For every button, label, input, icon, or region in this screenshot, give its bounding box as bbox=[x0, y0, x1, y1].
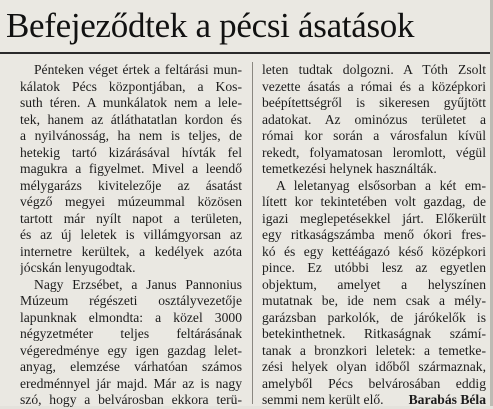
article-line: és az új leletek is villámgyorsan az bbox=[20, 227, 242, 242]
article-line: Pénteken véget értek a feltárási mun- bbox=[34, 62, 242, 77]
article-line: kó és egy kettéágazó késő középkori bbox=[262, 243, 486, 259]
article-line: temetkezési helynek használták. bbox=[262, 161, 437, 176]
article-headline: Befejeződtek a pécsi ásatások bbox=[6, 6, 415, 45]
article-line: igazi meglepetésekkel járt. Előkerült bbox=[262, 210, 486, 226]
article-line: pince. Ez utóbbi lesz az egyetlen bbox=[262, 260, 486, 275]
article-line: hetekig tartó kizárásával hívták fel bbox=[20, 144, 242, 160]
article-line: végeredménye egy igen gazdag lelet- bbox=[20, 342, 242, 358]
article-line: vezette ásatás a római és a középkori bbox=[262, 78, 486, 94]
article-line: kálatok Pécs központjában, a Kos- bbox=[20, 78, 242, 94]
headline-rule bbox=[0, 52, 490, 54]
article-closing-line bbox=[262, 392, 486, 409]
article-line: tanak a bronzkori leletek: a temetke- bbox=[262, 342, 486, 358]
article-column-left bbox=[20, 62, 242, 409]
article-line: objektum, amelyet a helyszínen bbox=[262, 276, 486, 292]
article-line: lapunknak elmondta: a közel 3000 bbox=[20, 309, 242, 325]
article-line: római kor során a városfalun kívül bbox=[262, 128, 486, 143]
article-line: leten tudtak dolgozni. A Tóth Zsolt bbox=[262, 62, 486, 77]
article-line: végző megyei múzeummal közösen bbox=[20, 194, 242, 209]
article-line: tartott már nyílt napot a területen, bbox=[20, 210, 242, 226]
article-line: suth téren. A munkálatok nem a lele- bbox=[20, 95, 242, 110]
article-final-sentence: semmi nem került elő. bbox=[262, 392, 384, 407]
article-line: magukra a figyelmet. Mivel a leendő bbox=[20, 161, 242, 176]
article-line: A leletanyag elsősorban a két em- bbox=[276, 177, 486, 193]
article-line: egy ritkaságszámba menő ókori fres- bbox=[262, 227, 486, 242]
article-line: betekinthetnek. Ritkaságnak számí- bbox=[262, 326, 486, 341]
article-line: anyag, elemzése várhatóan számos bbox=[20, 359, 242, 374]
article-line: internetre kerültek, a kedélyek azóta bbox=[20, 243, 242, 259]
article-line: eredménnyel jár majd. Már az is nagy bbox=[20, 375, 242, 391]
article-line: tek, hanem az átláthatatlan kordon és bbox=[20, 111, 242, 127]
article-line: mutatnak be, ide nem csak a mély- bbox=[262, 293, 486, 308]
article-line: garázsban parkolók, de járókelők is bbox=[262, 309, 486, 325]
author-byline: Barabás Béla bbox=[408, 392, 486, 407]
article-line: lített kor tekintetében volt gazdag, de bbox=[262, 194, 486, 209]
article-line: szó, hogy a belvárosban ekkora terü- bbox=[20, 392, 242, 407]
article-line: négyzetméter teljes feltárásának bbox=[20, 326, 242, 341]
article-line: Nagy Erzsébet, a Janus Pannonius bbox=[34, 276, 242, 292]
article-line: jócskán lenyugodtak. bbox=[20, 260, 136, 275]
article-column-right bbox=[262, 62, 486, 409]
column-divider bbox=[252, 62, 253, 404]
article-line: amelyből Pécs belvárosában eddig bbox=[262, 375, 486, 391]
article-line: Múzeum régészeti osztályvezetője bbox=[20, 293, 242, 308]
article-line: mélygarázs kivitelezője az ásatást bbox=[20, 177, 242, 193]
article-column-right-body bbox=[262, 62, 486, 392]
article-line: zési helyek olyan időből származnak, bbox=[262, 359, 486, 374]
article-line: adatokat. Az ominózus területet a bbox=[262, 111, 486, 127]
article-line: rekedt, folyamatosan leromlott, végül bbox=[262, 144, 486, 160]
article-line: beépítettségről is sikeresen gyűjtött bbox=[262, 95, 486, 110]
article-line: a nyilvánosság, ha nem is teljes, de bbox=[20, 128, 242, 143]
